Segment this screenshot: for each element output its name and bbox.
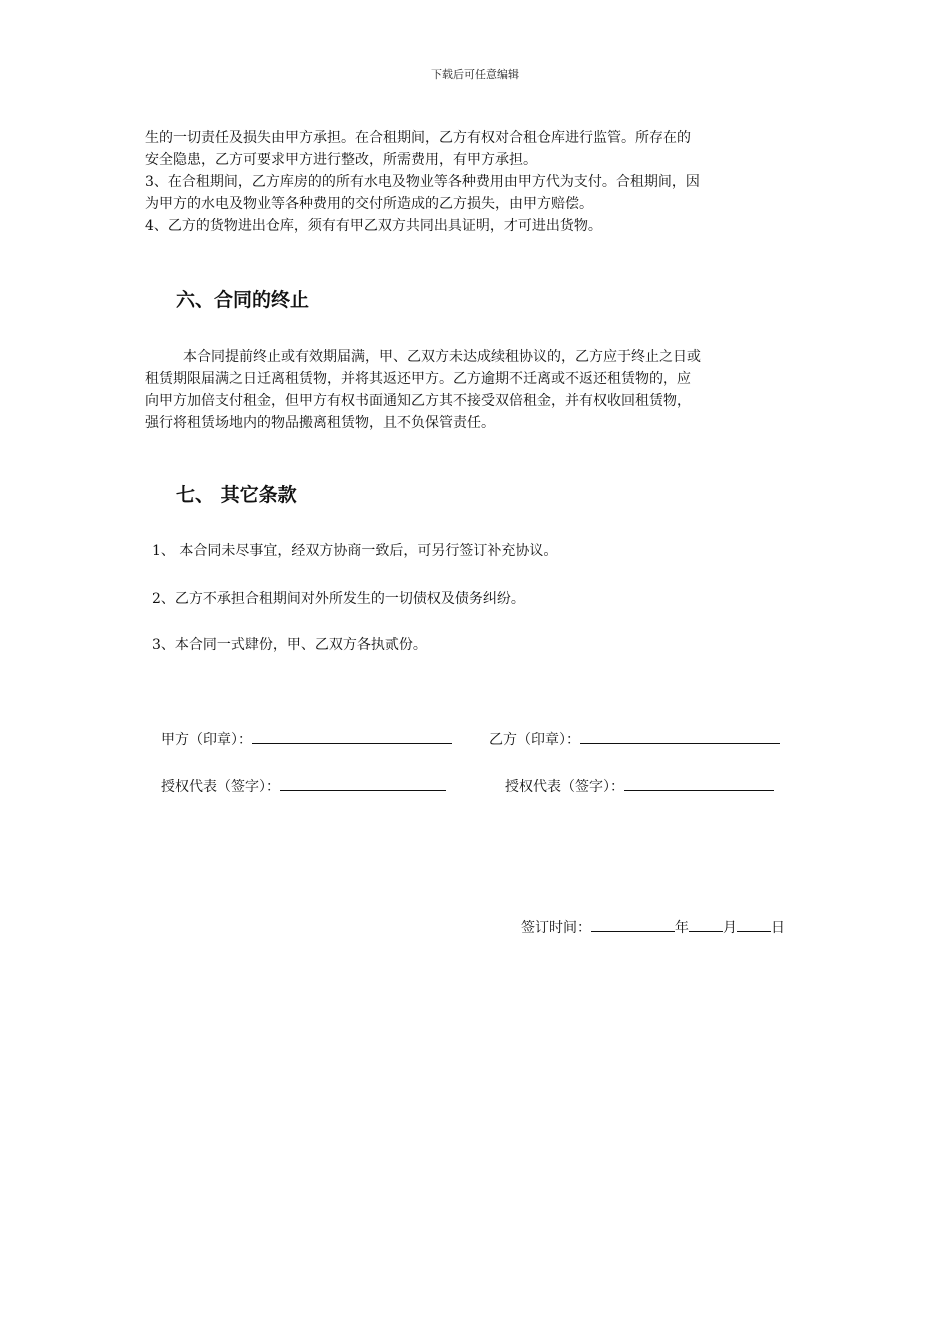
day-label: 日 — [771, 920, 785, 936]
rep-b-label: 授权代表（签字）： — [505, 779, 624, 795]
section5-line: 为甲方的水电及物业等各种费用的交付所造成的乙方损失，由甲方赔偿。 — [145, 196, 593, 212]
rep-a-signature — [161, 776, 446, 798]
section6-line: 租赁期限届满之日迁离租赁物，并将其返还甲方。乙方逾期不迁离或不返还租赁物的，应 — [145, 371, 691, 387]
section5-line: 4、乙方的货物进出仓库，须有有甲乙双方共同出具证明，才可进出货物。 — [145, 218, 602, 234]
clause-item-2: 2、乙方不承担合租期间对外所发生的一切债权及债务纠纷。 — [152, 591, 525, 607]
party-b-signature — [489, 729, 780, 751]
signing-date — [521, 917, 785, 939]
section6-line: 向甲方加倍支付租金，但甲方有权书面通知乙方其不接受双倍租金，并有权收回租赁物， — [145, 393, 691, 409]
party-a-label: 甲方（印章）： — [161, 732, 252, 748]
section6-line: 本合同提前终止或有效期届满，甲、乙双方未达成续租协议的，乙方应于终止之日或 — [183, 349, 701, 365]
section7-title: 七、 其它条款 — [176, 484, 297, 506]
rep-a-label: 授权代表（签字）： — [161, 779, 280, 795]
section5-text — [145, 127, 809, 237]
section5-line: 3、在合租期间，乙方库房的的所有水电及物业等各种费用由甲方代为支付。合租期间，因 — [145, 174, 700, 190]
year-blank[interactable] — [591, 917, 675, 932]
section5-line: 安全隐患，乙方可要求甲方进行整改，所需费用，有甲方承担。 — [145, 152, 537, 168]
rep-a-sign-line[interactable] — [280, 776, 446, 791]
month-blank[interactable] — [689, 917, 723, 932]
party-a-seal-line[interactable] — [252, 729, 452, 744]
clause-item-1: 1、 本合同未尽事宜，经双方协商一致后，可另行签订补充协议。 — [152, 543, 558, 559]
party-b-seal-line[interactable] — [580, 729, 780, 744]
party-a-signature — [161, 729, 452, 751]
party-b-label: 乙方（印章）： — [489, 732, 580, 748]
page-header: 下载后可任意编辑 — [431, 68, 519, 81]
rep-b-signature — [505, 776, 774, 798]
section6-text — [145, 346, 809, 434]
clause-item-3: 3、本合同一式肆份，甲、乙双方各执贰份。 — [152, 637, 427, 653]
section6-line: 强行将租赁场地内的物品搬离租赁物，且不负保管责任。 — [145, 415, 495, 431]
rep-b-sign-line[interactable] — [624, 776, 774, 791]
year-label: 年 — [675, 920, 689, 936]
section6-title: 六、合同的终止 — [176, 289, 310, 311]
day-blank[interactable] — [737, 917, 771, 932]
section5-line: 生的一切责任及损失由甲方承担。在合租期间，乙方有权对合租仓库进行监管。所存在的 — [145, 130, 691, 146]
month-label: 月 — [723, 920, 737, 936]
date-label: 签订时间： — [521, 920, 591, 936]
